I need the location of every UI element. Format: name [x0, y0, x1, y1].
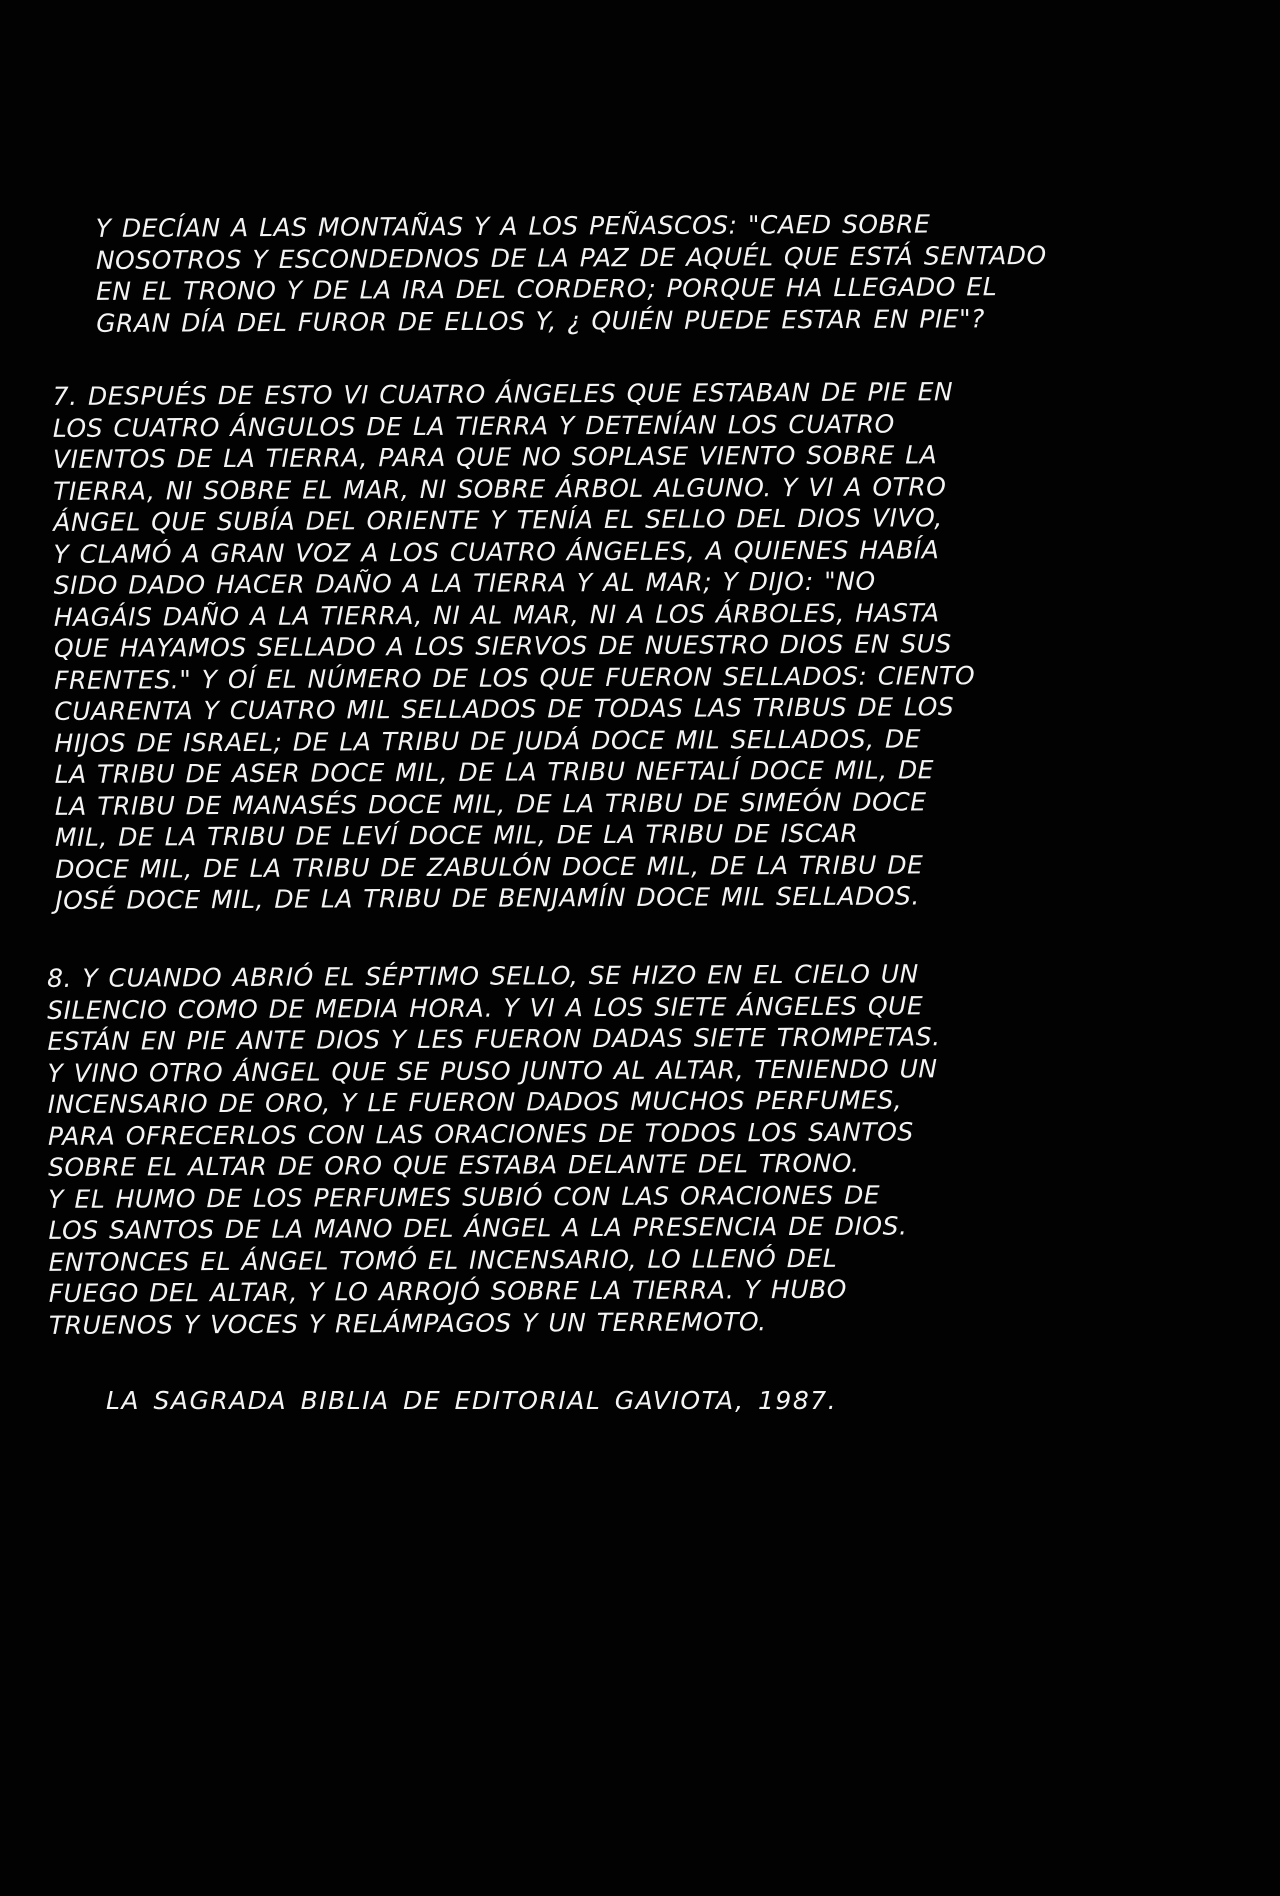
- text-line: FUEGO DEL ALTAR, Y LO ARROJÓ SOBRE LA TIERRA. Y HUBO: [48, 1274, 847, 1308]
- text-line: SIDO DADO HACER DAÑO A LA TIERRA Y AL MAR; Y DIJO: "NO: [53, 566, 876, 600]
- text-line: LA TRIBU DE MANASÉS DOCE MIL, DE LA TRIBU DE SIMEÓN DOCE: [54, 786, 927, 821]
- paragraph-verse-7: [53, 375, 1176, 916]
- text-line: LOS SANTOS DE LA MANO DEL ÁNGEL A LA PRESENCIA DE DIOS.: [48, 1211, 908, 1245]
- source-citation: LA SAGRADA BIBLIA DE EDITORIAL GAVIOTA, 1987.: [106, 1386, 838, 1415]
- text-line: Y VINO OTRO ÁNGEL QUE SE PUSO JUNTO AL ALTAR, TENIENDO UN: [47, 1053, 938, 1088]
- text-line: EN EL TRONO Y DE LA IRA DEL CORDERO; PORQUE HA LLEGADO EL: [96, 272, 998, 306]
- text-line: CUARENTA Y CUATRO MIL SELLADOS DE TODAS LAS TRIBUS DE LOS: [54, 692, 955, 726]
- text-line: LA TRIBU DE ASER DOCE MIL, DE LA TRIBU NEFTALÍ DOCE MIL, DE: [54, 755, 935, 789]
- text-line: QUE HAYAMOS SELLADO A LOS SIERVOS DE NUESTRO DIOS EN SUS: [53, 629, 952, 663]
- text-line: ÁNGEL QUE SUBÍA DEL ORIENTE Y TENÍA EL SELLO DEL DIOS VIVO,: [53, 503, 943, 537]
- text-line: ESTÁN EN PIE ANTE DIOS Y LES FUERON DADAS SIETE TROMPETAS.: [47, 1022, 941, 1056]
- text-line: GRAN DÍA DEL FUROR DE ELLOS Y, ¿ QUIÉN PUEDE ESTAR EN PIE"?: [96, 303, 985, 338]
- text-line: ENTONCES EL ÁNGEL TOMÓ EL INCENSARIO, LO LLENÓ DEL: [48, 1243, 838, 1277]
- text-line: JOSÉ DOCE MIL, DE LA TRIBU DE BENJAMÍN DOCE MIL SELLADOS.: [55, 881, 920, 915]
- text-line: NOSOTROS Y ESCONDEDNOS DE LA PAZ DE AQUÉL QUE ESTÁ SENTADO: [95, 240, 1047, 275]
- text-line: VIENTOS DE LA TIERRA, PARA QUE NO SOPLASE VIENTO SOBRE LA: [52, 440, 938, 474]
- text-line: FRENTES." Y OÍ EL NÚMERO DE LOS QUE FUERON SELLADOS: CIENTO: [54, 660, 976, 695]
- text-line: HIJOS DE ISRAEL; DE LA TRIBU DE JUDÁ DOCE MIL SELLADOS, DE: [54, 723, 922, 758]
- text-line: 7. DESPUÉS DE ESTO VI CUATRO ÁNGELES QUE ESTABAN DE PIE EN: [52, 377, 954, 411]
- text-line: LOS CUATRO ÁNGULOS DE LA TIERRA Y DETENÍAN LOS CUATRO: [52, 409, 895, 443]
- text-line: TIERRA, NI SOBRE EL MAR, NI SOBRE ÁRBOL ALGUNO. Y VI A OTRO: [53, 471, 947, 506]
- text-line: SOBRE EL ALTAR DE ORO QUE ESTABA DELANTE DEL TRONO.: [48, 1148, 860, 1182]
- text-line: Y DECÍAN A LAS MONTAÑAS Y A LOS PEÑASCOS: "CAED SOBRE: [95, 209, 931, 243]
- text-line: TRUENOS Y VOCES Y RELÁMPAGOS Y UN TERREMOTO.: [48, 1306, 767, 1340]
- text-line: HAGÁIS DAÑO A LA TIERRA, NI AL MAR, NI A LOS ÁRBOLES, HASTA: [53, 597, 940, 632]
- paragraph-intro: [96, 207, 1217, 339]
- text-line: Y CLAMÓ A GRAN VOZ A LOS CUATRO ÁNGELES, A QUIENES HABÍA: [53, 534, 940, 569]
- text-line: SILENCIO COMO DE MEDIA HORA. Y VI A LOS SIETE ÁNGELES QUE: [47, 990, 924, 1025]
- text-line: MIL, DE LA TRIBU DE LEVÍ DOCE MIL, DE LA TRIBU DE ISCAR: [54, 818, 859, 852]
- text-line: DOCE MIL, DE LA TRIBU DE ZABULÓN DOCE MIL, DE LA TRIBU DE: [55, 849, 924, 884]
- paragraph-verse-8: [47, 957, 1169, 1341]
- text-line: 8. Y CUANDO ABRIÓ EL SÉPTIMO SELLO, SE HIZO EN EL CIELO UN: [47, 959, 919, 993]
- text-line: PARA OFRECERLOS CON LAS ORACIONES DE TODOS LOS SANTOS: [47, 1116, 914, 1151]
- text-line: Y EL HUMO DE LOS PERFUMES SUBIÓ CON LAS ORACIONES DE: [48, 1180, 881, 1214]
- text-line: INCENSARIO DE ORO, Y LE FUERON DADOS MUCHOS PERFUMES,: [47, 1085, 903, 1119]
